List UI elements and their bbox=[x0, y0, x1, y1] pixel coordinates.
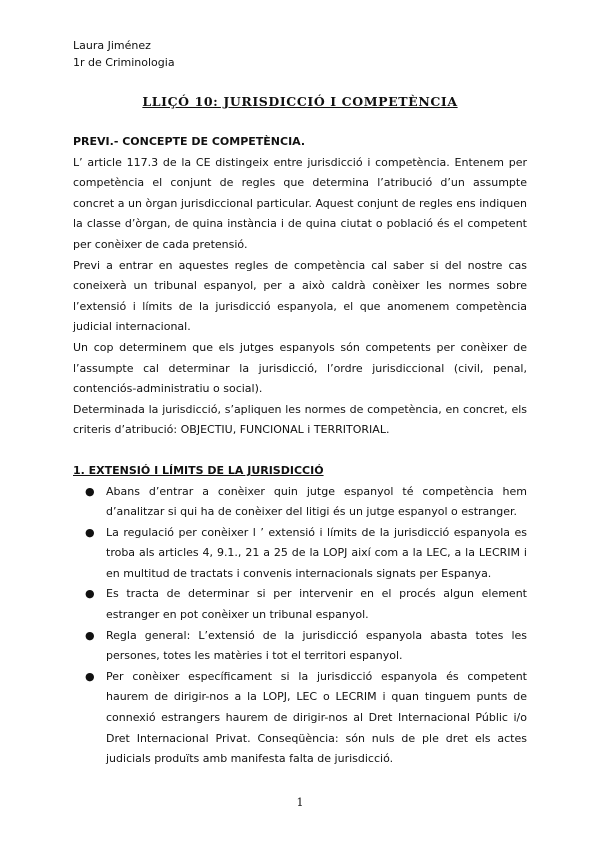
list-item bbox=[73, 667, 527, 770]
list-item-text: Per conèixer específicament si la jurisdicció espanyola és competent haurem de dirigir-nos a la LOPJ, LEC o LECRIM i quan tinguem punts de connexió estrangers haurem de dirigir-nos al Dret Internacional Públic i/o Dret Internacional Privat. Conseqüència: són nuls de ple dret els actes judicials produïts amb manifesta falta de jurisdicció. bbox=[106, 669, 527, 766]
bullet-icon: ● bbox=[85, 628, 95, 642]
author-name: Laura Jiménez bbox=[73, 39, 151, 52]
bullet-list bbox=[73, 482, 527, 770]
list-item bbox=[73, 523, 527, 585]
bullet-icon: ● bbox=[85, 484, 95, 498]
list-item bbox=[73, 626, 527, 667]
bullet-icon: ● bbox=[85, 525, 95, 539]
paragraph-1: L’ article 117.3 de la CE distingeix entre jurisdicció i competència. Entenem per competència el conjunt de regles que determina l’atribució d’un assumpte concret a un òrgan jurisdiccional particular. Aquest conjunt de regles ens indiquen la classe d’òrgan, de quina instància i de quina ciutat o població és el competent per conèixer de cada pretensió. bbox=[73, 155, 527, 251]
lesson-title: LLIÇÓ 10: JURISDICCIÓ I COMPETÈNCIA bbox=[142, 94, 458, 109]
list-item bbox=[73, 482, 527, 523]
bullet-icon: ● bbox=[85, 669, 95, 683]
paragraph-3: Un cop determinem que els jutges espanyols són competents per conèixer de l’assumpte cal determinar la jurisdicció, l’ordre jurisdiccional (civil, penal, contenciós-administratiu o social). bbox=[73, 340, 527, 396]
document-body bbox=[73, 132, 527, 770]
author-block bbox=[73, 37, 175, 71]
list-item bbox=[73, 584, 527, 625]
paragraph-4: Determinada la jurisdicció, s’apliquen les normes de competència, en concret, els criteris d’atribució: OBJECTIU, FUNCIONAL i TERRITORIAL. bbox=[73, 402, 527, 437]
section-spacer bbox=[73, 441, 527, 461]
list-item-text: Abans d’entrar a conèixer quin jutge espanyol té competència hem d’analitzar si qui ha de conèixer del litigi és un jutge espanyol o estranger. bbox=[106, 484, 527, 519]
paragraph-2: Previ a entrar en aquestes regles de competència cal saber si del nostre cas coneixerà un tribunal espanyol, per a això caldrà conèixer les normes sobre l’extensió i límits de la jurisdicció espanyola, el que anomenem competència judicial internacional. bbox=[73, 258, 527, 334]
list-item-text: Es tracta de determinar si per intervenir en el procés algun element estranger en pot conèixer un tribunal espanyol. bbox=[106, 587, 527, 622]
section-1-heading: 1. EXTENSIÓ I LÍMITS DE LA JURISDICCIÓ bbox=[73, 463, 324, 477]
section-previ-heading: PREVI.- CONCEPTE DE COMPETÈNCIA. bbox=[73, 135, 306, 148]
page-number: 1 bbox=[296, 796, 304, 809]
list-item-text: La regulació per conèixer l ’ extensió i límits de la jurisdicció espanyola es troba als articles 4, 9.1., 21 a 25 de la LOPJ així com a la LEC, a la LECRIM i en multitud de tractats i convenis internacionals signats per Espanya. bbox=[106, 525, 527, 580]
list-item-text: Regla general: L’extensió de la jurisdicció espanyola abasta totes les persones, totes les matèries i tot el territori espanyol. bbox=[106, 628, 527, 663]
course-name: 1r de Criminologia bbox=[73, 56, 175, 69]
bullet-icon: ● bbox=[85, 587, 95, 601]
